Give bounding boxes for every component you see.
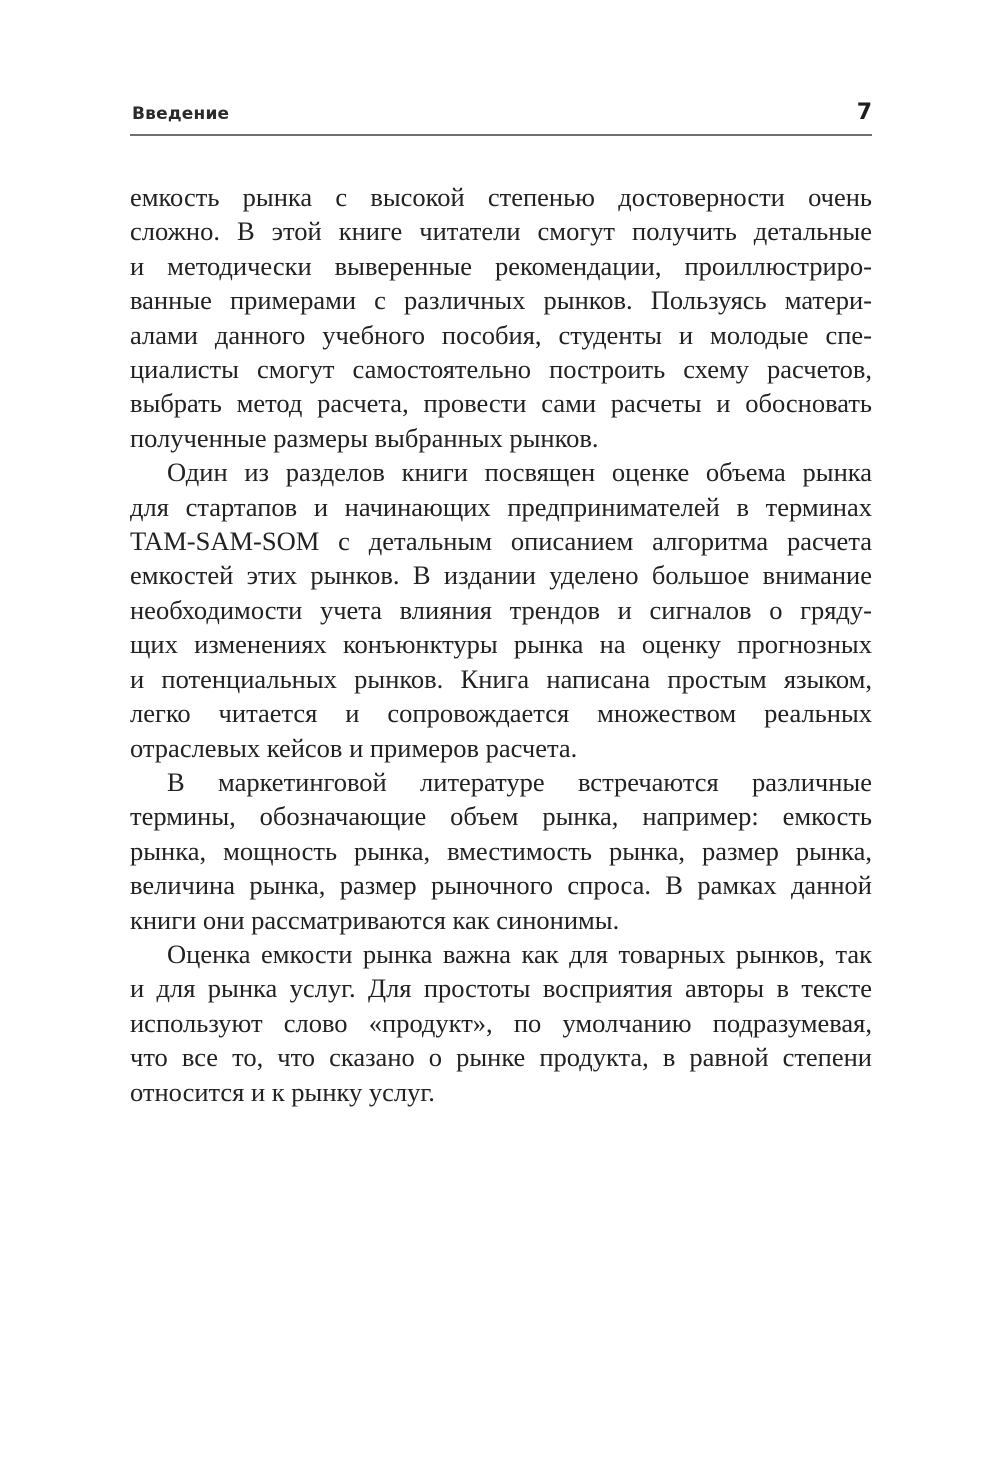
text-line: полученные размеры выбранных рынков. — [130, 422, 599, 453]
text-line: алами данного учебного пособия, студенты и молодые спе- — [130, 319, 872, 350]
text-line: и для рынка услуг. Для простоты восприятия авторы в тексте — [130, 973, 872, 1004]
text-line: Оценка емкости рынка важна как для товарных рынков, так — [167, 938, 872, 969]
text-line: книги они рассматриваются как синонимы. — [130, 904, 620, 935]
text-line: выбрать метод расчета, провести сами расчеты и обосновать — [130, 388, 872, 419]
text-line: для стартапов и начинающих предпринимателей в терминах — [130, 491, 872, 522]
text-line: и методически выверенные рекомендации, проиллюстриро- — [130, 250, 872, 281]
running-header — [130, 98, 872, 136]
body-text — [130, 180, 872, 1109]
text-line: относится и к рынку услуг. — [130, 1076, 435, 1107]
paragraph-2 — [130, 455, 872, 765]
text-line: величина рынка, размер рыночного спроса. В рамках данной — [130, 870, 872, 901]
text-line: TAM-SAM-SOM с детальным описанием алгоритма расчета — [130, 526, 872, 557]
text-line: рынка, мощность рынка, вместимость рынка, размер рынка, — [130, 835, 872, 866]
paragraph-4 — [130, 937, 872, 1109]
text-line: Один из разделов книги посвящен оценке объема рынка — [167, 457, 872, 488]
text-line: термины, обозначающие объем рынка, например: емкость — [130, 801, 872, 832]
text-line: емкость рынка с высокой степенью достоверности очень — [130, 182, 872, 212]
page-number: 7 — [856, 100, 872, 125]
text-line: необходимости учета влияния трендов и сигналов о гряду- — [130, 594, 872, 625]
running-header-section-title: Введение — [132, 104, 230, 124]
text-line: емкостей этих рынков. В издании уделено большое внимание — [130, 560, 872, 591]
text-line: отраслевых кейсов и примеров расчета. — [130, 732, 578, 763]
text-line: легко читается и сопровождается множеством реальных — [130, 698, 872, 729]
text-line: используют слово «продукт», по умолчанию подразумевая, — [130, 1007, 872, 1038]
paragraph-1 — [130, 180, 872, 455]
text-line: щих изменениях конъюнктуры рынка на оценку прогнозных — [130, 629, 872, 660]
text-line: циалисты смогут самостоятельно построить схему расчетов, — [130, 354, 872, 385]
text-line: В маркетинговой литературе встречаются различные — [167, 766, 872, 797]
text-line: ванные примерами с различных рынков. Пользуясь матери- — [130, 285, 872, 316]
text-line: что все то, что сказано о рынке продукта, в равной степени — [130, 1042, 872, 1073]
text-line: и потенциальных рынков. Книга написана простым языком, — [130, 663, 872, 694]
paragraph-3 — [130, 765, 872, 937]
text-line: сложно. В этой книге читатели смогут получить детальные — [130, 216, 872, 247]
